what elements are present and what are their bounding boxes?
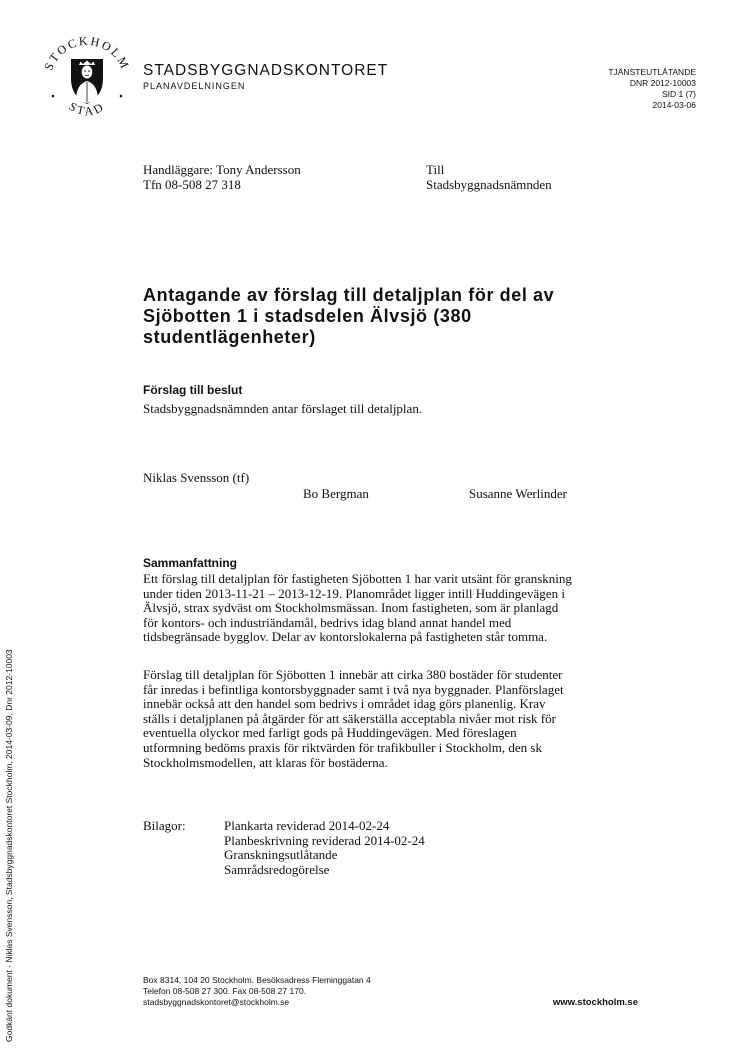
signature-1: Niklas Svensson (tf) bbox=[143, 470, 250, 485]
document-title: Antagande av förslag till detaljplan för del av Sjöbotten 1 i stadsdelen Älvsjö (380 studentlägenheter) bbox=[143, 285, 555, 347]
recipient-name: Stadsbyggnadsnämnden bbox=[426, 176, 552, 192]
proposal-heading: Förslag till beslut bbox=[143, 383, 243, 397]
handler-phone: Tfn 08-508 27 318 bbox=[143, 176, 241, 192]
attachments-label: Bilagor: bbox=[143, 818, 186, 833]
attachment-item: Samrådsredogörelse bbox=[224, 861, 330, 877]
signature-2: Bo Bergman bbox=[303, 486, 369, 501]
footer-contact bbox=[143, 975, 371, 1008]
document-date: 2014-03-06 bbox=[652, 100, 696, 110]
attachment-item: Granskningsutlåtande bbox=[224, 847, 338, 863]
attachment-item: Planbeskrivning reviderad 2014-02-24 bbox=[224, 832, 425, 848]
signature-3: Susanne Werlinder bbox=[469, 486, 567, 501]
stockholm-crest-icon bbox=[42, 34, 132, 126]
handler-block bbox=[143, 163, 301, 192]
proposal-text: Stadsbyggnadsnämnden antar förslaget till detaljplan. bbox=[143, 401, 423, 416]
summary-paragraph-2: Förslag till detaljplan för Sjöbotten 1 innebär att cirka 380 bostäder för studenter får inredas i befintliga kontorsbyggnader samt i två nya byggnader. Planförslaget innebär också att den handel som bedrivs i området idag görs planenlig. Krav ställs i detaljplanen på åtgärder för att säkerställa acceptabla nivåer mot risk för eventuella olyckor med farligt gods på Huddingevägen. Med föreslagen utformning bedöms praxis för riktvärden för trafikbuller i Stockholm, den sk Stockholmsmodellen, att klaras för bostäderna. bbox=[143, 667, 564, 770]
stockholm-stad-logo bbox=[42, 34, 132, 126]
organization-unit: PLANAVDELNINGEN bbox=[143, 81, 246, 91]
footer-email: stadsbyggnadskontoret@stockholm.se bbox=[143, 997, 290, 1007]
attachments-list bbox=[224, 819, 425, 877]
document-type: TJÄNSTEUTLÅTANDE bbox=[608, 67, 696, 77]
recipient-block bbox=[426, 163, 552, 192]
logo-top-text: STOCKHOLM bbox=[42, 34, 132, 73]
logo-bottom-text: STAD bbox=[66, 99, 108, 119]
document-meta bbox=[608, 67, 696, 111]
summary-paragraph-1: Ett förslag till detaljplan för fastigheten Sjöbotten 1 har varit utsänt för granskning under tiden 2013-11-21 – 2013-12-19. Planområdet ligger intill Huddingevägen i Älvsjö, strax sydväst om Stockholmsmässan. Inom fastigheten, som är planlagd för kontors- och industriändamål, bedrivs idag bland annat handel med tidsbegränsade bygglov. Delar av kontorslokalerna på fastigheten står tomma. bbox=[143, 571, 572, 645]
footer-address: Box 8314, 104 20 Stockholm. Besöksadress Fleminggatan 4 bbox=[143, 975, 371, 985]
page-number: SID 1 (7) bbox=[661, 89, 696, 99]
summary-heading: Sammanfattning bbox=[143, 556, 238, 570]
footer-phone: Telefon 08-508 27 300. Fax 08-508 27 170. bbox=[143, 986, 307, 996]
handler-name: Handläggare: Tony Andersson bbox=[143, 162, 301, 177]
recipient-label: Till bbox=[426, 162, 445, 177]
document-dnr: DNR 2012-10003 bbox=[629, 78, 696, 88]
organization-name: STADSBYGGNADSKONTORET bbox=[143, 62, 389, 79]
footer-website: www.stockholm.se bbox=[552, 997, 638, 1008]
approval-side-note: Godkänt dokument - Niklas Svensson, Stadsbyggnadskontoret Stockholm, 2014-03-09, Dnr 2012-10003 bbox=[4, 649, 14, 1042]
attachment-item: Plankarta reviderad 2014-02-24 bbox=[224, 818, 390, 833]
